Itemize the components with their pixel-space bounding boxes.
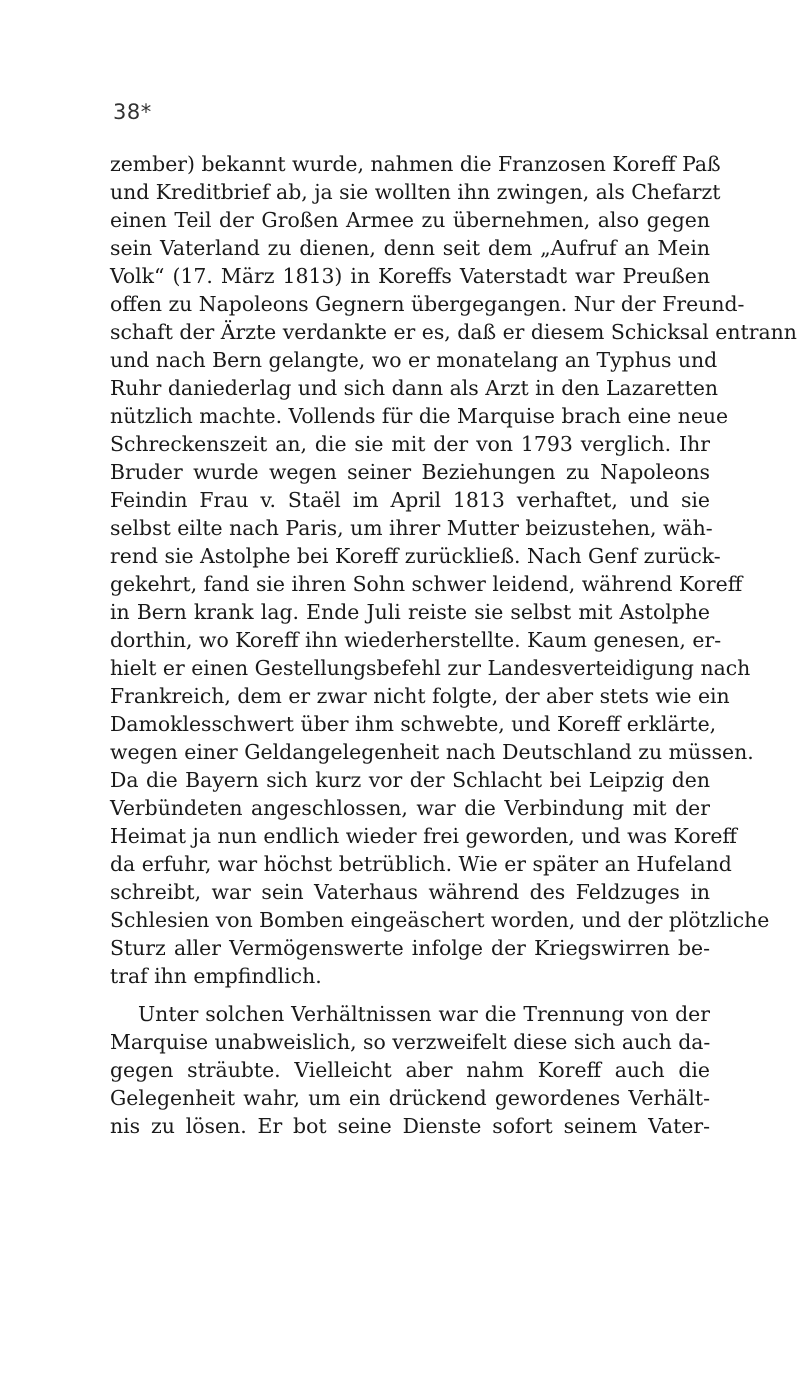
text-line: hielt er einen Gestellungsbefehl zur Landesverteidigung nach <box>110 656 751 680</box>
text-line: schreibt, war sein Vaterhaus während des Feldzuges in <box>110 880 710 904</box>
paragraph-spacer <box>110 990 710 1000</box>
text-line: einen Teil der Großen Armee zu übernehmen, also gegen <box>110 208 710 232</box>
text-line: gegen sträubte. Vielleicht aber nahm Koreff auch die <box>110 1058 710 1082</box>
text-line: schaft der Ärzte verdankte er es, daß er diesem Schicksal entrann <box>110 320 797 344</box>
text-line: traf ihn empfindlich. <box>110 964 322 988</box>
body-text <box>110 150 797 1140</box>
paragraph-1 <box>110 150 797 990</box>
text-line: selbst eilte nach Paris, um ihrer Mutter beizustehen, wäh- <box>110 516 713 540</box>
text-line: Verbündeten angeschlossen, war die Verbindung mit der <box>110 796 710 820</box>
text-line: Damoklesschwert über ihm schwebte, und Koreff erklärte, <box>110 712 717 736</box>
text-line: nis zu lösen. Er bot seine Dienste sofort seinem Vater- <box>110 1114 710 1138</box>
text-line: da erfuhr, war höchst betrüblich. Wie er später an Hufeland <box>110 852 732 876</box>
text-line: rend sie Astolphe bei Koreff zurückließ. Nach Genf zurück- <box>110 544 721 568</box>
text-line: offen zu Napoleons Gegnern übergegangen. Nur der Freund- <box>110 292 745 316</box>
page-number: 38* <box>113 100 152 124</box>
text-line: Ruhr daniederlag und sich dann als Arzt in den Lazaretten <box>110 376 719 400</box>
text-line: Volk“ (17. März 1813) in Koreffs Vaterstadt war Preußen <box>110 264 710 288</box>
text-line: wegen einer Geldangelegenheit nach Deutschland zu müssen. <box>110 740 754 764</box>
text-line: gekehrt, fand sie ihren Sohn schwer leidend, während Koreff <box>110 572 743 596</box>
text-line: Heimat ja nun endlich wieder frei geworden, und was Koreff <box>110 824 737 848</box>
text-line: Sturz aller Vermögenswerte infolge der Kriegswirren be- <box>110 936 710 960</box>
text-line: Feindin Frau v. Staël im April 1813 verhaftet, und sie <box>110 488 710 512</box>
paragraph-2 <box>110 1000 710 1140</box>
text-line: und nach Bern gelangte, wo er monatelang an Typhus und <box>110 348 718 372</box>
text-line: Da die Bayern sich kurz vor der Schlacht bei Leipzig den <box>110 768 710 792</box>
text-line: Marquise unabweislich, so verzweifelt diese sich auch da- <box>110 1030 711 1054</box>
text-line: Schreckenszeit an, die sie mit der von 1793 verglich. Ihr <box>110 432 710 456</box>
text-line: nützlich machte. Vollends für die Marquise brach eine neue <box>110 404 729 428</box>
text-line: Gelegenheit wahr, um ein drückend gewordenes Verhält- <box>110 1086 710 1110</box>
text-line: in Bern krank lag. Ende Juli reiste sie selbst mit Astolphe <box>110 600 710 624</box>
text-line: dorthin, wo Koreff ihn wiederherstellte. Kaum genesen, er- <box>110 628 722 652</box>
text-line: und Kreditbrief ab, ja sie wollten ihn zwingen, als Chefarzt <box>110 180 721 204</box>
text-line: Schlesien von Bomben eingeäschert worden, und der plötzliche <box>110 908 770 932</box>
text-line: zember) bekannt wurde, nahmen die Franzosen Koreff Paß <box>110 152 721 176</box>
text-line: sein Vaterland zu dienen, denn seit dem „Aufruf an Mein <box>110 236 710 260</box>
text-line: Frankreich, dem er zwar nicht folgte, der aber stets wie ein <box>110 684 730 708</box>
text-line: Unter solchen Verhältnissen war die Trennung von der <box>138 1002 710 1026</box>
text-line: Bruder wurde wegen seiner Beziehungen zu Napoleons <box>110 460 710 484</box>
